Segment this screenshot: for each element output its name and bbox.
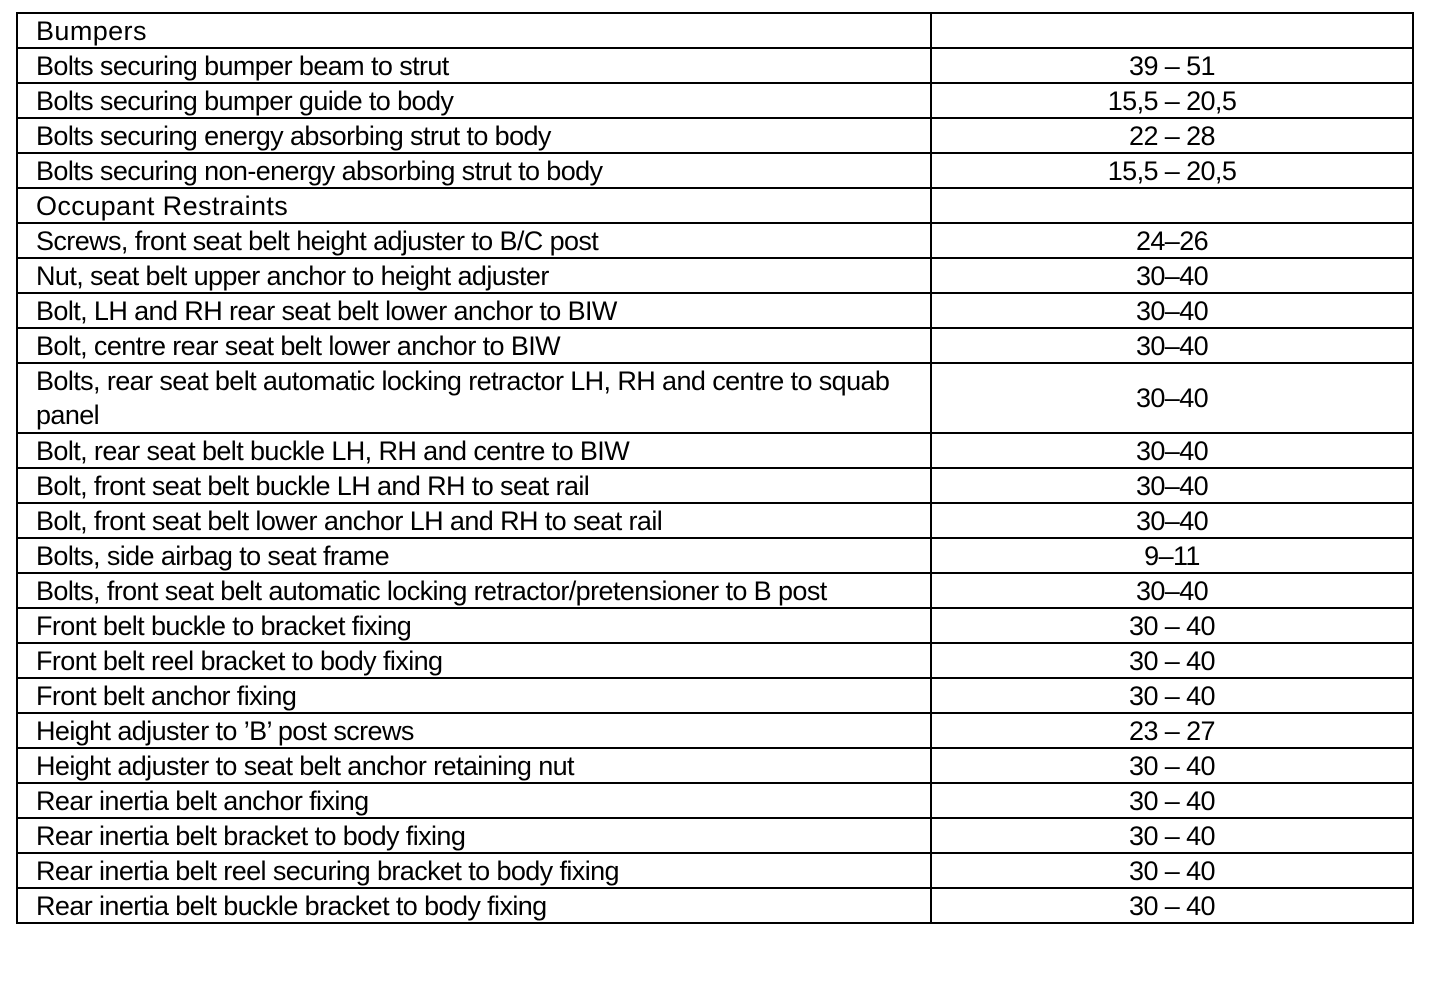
table-row	[17, 48, 1413, 83]
torque-value: 30–40	[931, 503, 1413, 538]
fixing-description: Front belt buckle to bracket fixing	[17, 608, 931, 643]
torque-value: 30–40	[931, 328, 1413, 363]
torque-value: 9–11	[931, 538, 1413, 573]
table-row	[17, 468, 1413, 503]
fixing-description: Height adjuster to ’B’ post screws	[17, 713, 931, 748]
table-row	[17, 153, 1413, 188]
fixing-description: Rear inertia belt bracket to body fixing	[17, 818, 931, 853]
table-row	[17, 223, 1413, 258]
torque-value: 30–40	[931, 363, 1413, 433]
torque-spec-table	[16, 12, 1414, 924]
table-row	[17, 783, 1413, 818]
torque-value: 30 – 40	[931, 853, 1413, 888]
fixing-description: Rear inertia belt reel securing bracket to body fixing	[17, 853, 931, 888]
table-row	[17, 363, 1413, 433]
fixing-description: Nut, seat belt upper anchor to height adjuster	[17, 258, 931, 293]
fixing-description: Screws, front seat belt height adjuster to B/C post	[17, 223, 931, 258]
fixing-description: Height adjuster to seat belt anchor retaining nut	[17, 748, 931, 783]
fixing-description: Bolt, rear seat belt buckle LH, RH and centre to BIW	[17, 433, 931, 468]
fixing-description: Bolts securing energy absorbing strut to body	[17, 118, 931, 153]
torque-value: 22 – 28	[931, 118, 1413, 153]
torque-value: 24–26	[931, 223, 1413, 258]
torque-value: 30 – 40	[931, 818, 1413, 853]
table-row	[17, 608, 1413, 643]
table-row	[17, 853, 1413, 888]
torque-value: 30–40	[931, 468, 1413, 503]
fixing-description: Bolts, front seat belt automatic locking retractor/pretensioner to B post	[17, 573, 931, 608]
table-row	[17, 503, 1413, 538]
fixing-description: Bolts securing non-energy absorbing strut to body	[17, 153, 931, 188]
fixing-description: Bolts securing bumper beam to strut	[17, 48, 931, 83]
fixing-description: Bolt, front seat belt buckle LH and RH to seat rail	[17, 468, 931, 503]
torque-value: 15,5 – 20,5	[931, 83, 1413, 118]
table-row	[17, 293, 1413, 328]
section-row-bumpers	[17, 13, 1413, 48]
torque-value: 23 – 27	[931, 713, 1413, 748]
table-row	[17, 118, 1413, 153]
table-row	[17, 538, 1413, 573]
torque-value: 30 – 40	[931, 643, 1413, 678]
torque-table-body	[17, 13, 1413, 923]
table-row	[17, 83, 1413, 118]
table-row	[17, 888, 1413, 923]
torque-value: 39 – 51	[931, 48, 1413, 83]
torque-value: 30 – 40	[931, 608, 1413, 643]
table-row	[17, 433, 1413, 468]
section-heading: Bumpers	[17, 13, 931, 48]
section-row-occupant-restraints	[17, 188, 1413, 223]
fixing-description: Bolts, side airbag to seat frame	[17, 538, 931, 573]
torque-value: 30 – 40	[931, 783, 1413, 818]
table-row	[17, 328, 1413, 363]
table-row	[17, 748, 1413, 783]
fixing-description: Front belt reel bracket to body fixing	[17, 643, 931, 678]
torque-value: 15,5 – 20,5	[931, 153, 1413, 188]
table-row	[17, 573, 1413, 608]
torque-value: 30–40	[931, 293, 1413, 328]
fixing-description: Bolt, centre rear seat belt lower anchor to BIW	[17, 328, 931, 363]
section-heading: Occupant Restraints	[17, 188, 931, 223]
fixing-description: Front belt anchor fixing	[17, 678, 931, 713]
fixing-description: Bolts, rear seat belt automatic locking retractor LH, RH and centre to squab panel	[17, 363, 931, 433]
table-row	[17, 678, 1413, 713]
fixing-description: Rear inertia belt buckle bracket to body fixing	[17, 888, 931, 923]
torque-value	[931, 188, 1413, 223]
table-row	[17, 258, 1413, 293]
torque-value: 30 – 40	[931, 888, 1413, 923]
table-row	[17, 643, 1413, 678]
table-row	[17, 818, 1413, 853]
torque-value: 30–40	[931, 433, 1413, 468]
fixing-description: Bolt, front seat belt lower anchor LH and RH to seat rail	[17, 503, 931, 538]
torque-value: 30 – 40	[931, 748, 1413, 783]
torque-value: 30–40	[931, 573, 1413, 608]
fixing-description: Bolts securing bumper guide to body	[17, 83, 931, 118]
torque-value: 30–40	[931, 258, 1413, 293]
table-row	[17, 713, 1413, 748]
fixing-description: Bolt, LH and RH rear seat belt lower anchor to BIW	[17, 293, 931, 328]
torque-value	[931, 13, 1413, 48]
fixing-description: Rear inertia belt anchor fixing	[17, 783, 931, 818]
torque-value: 30 – 40	[931, 678, 1413, 713]
